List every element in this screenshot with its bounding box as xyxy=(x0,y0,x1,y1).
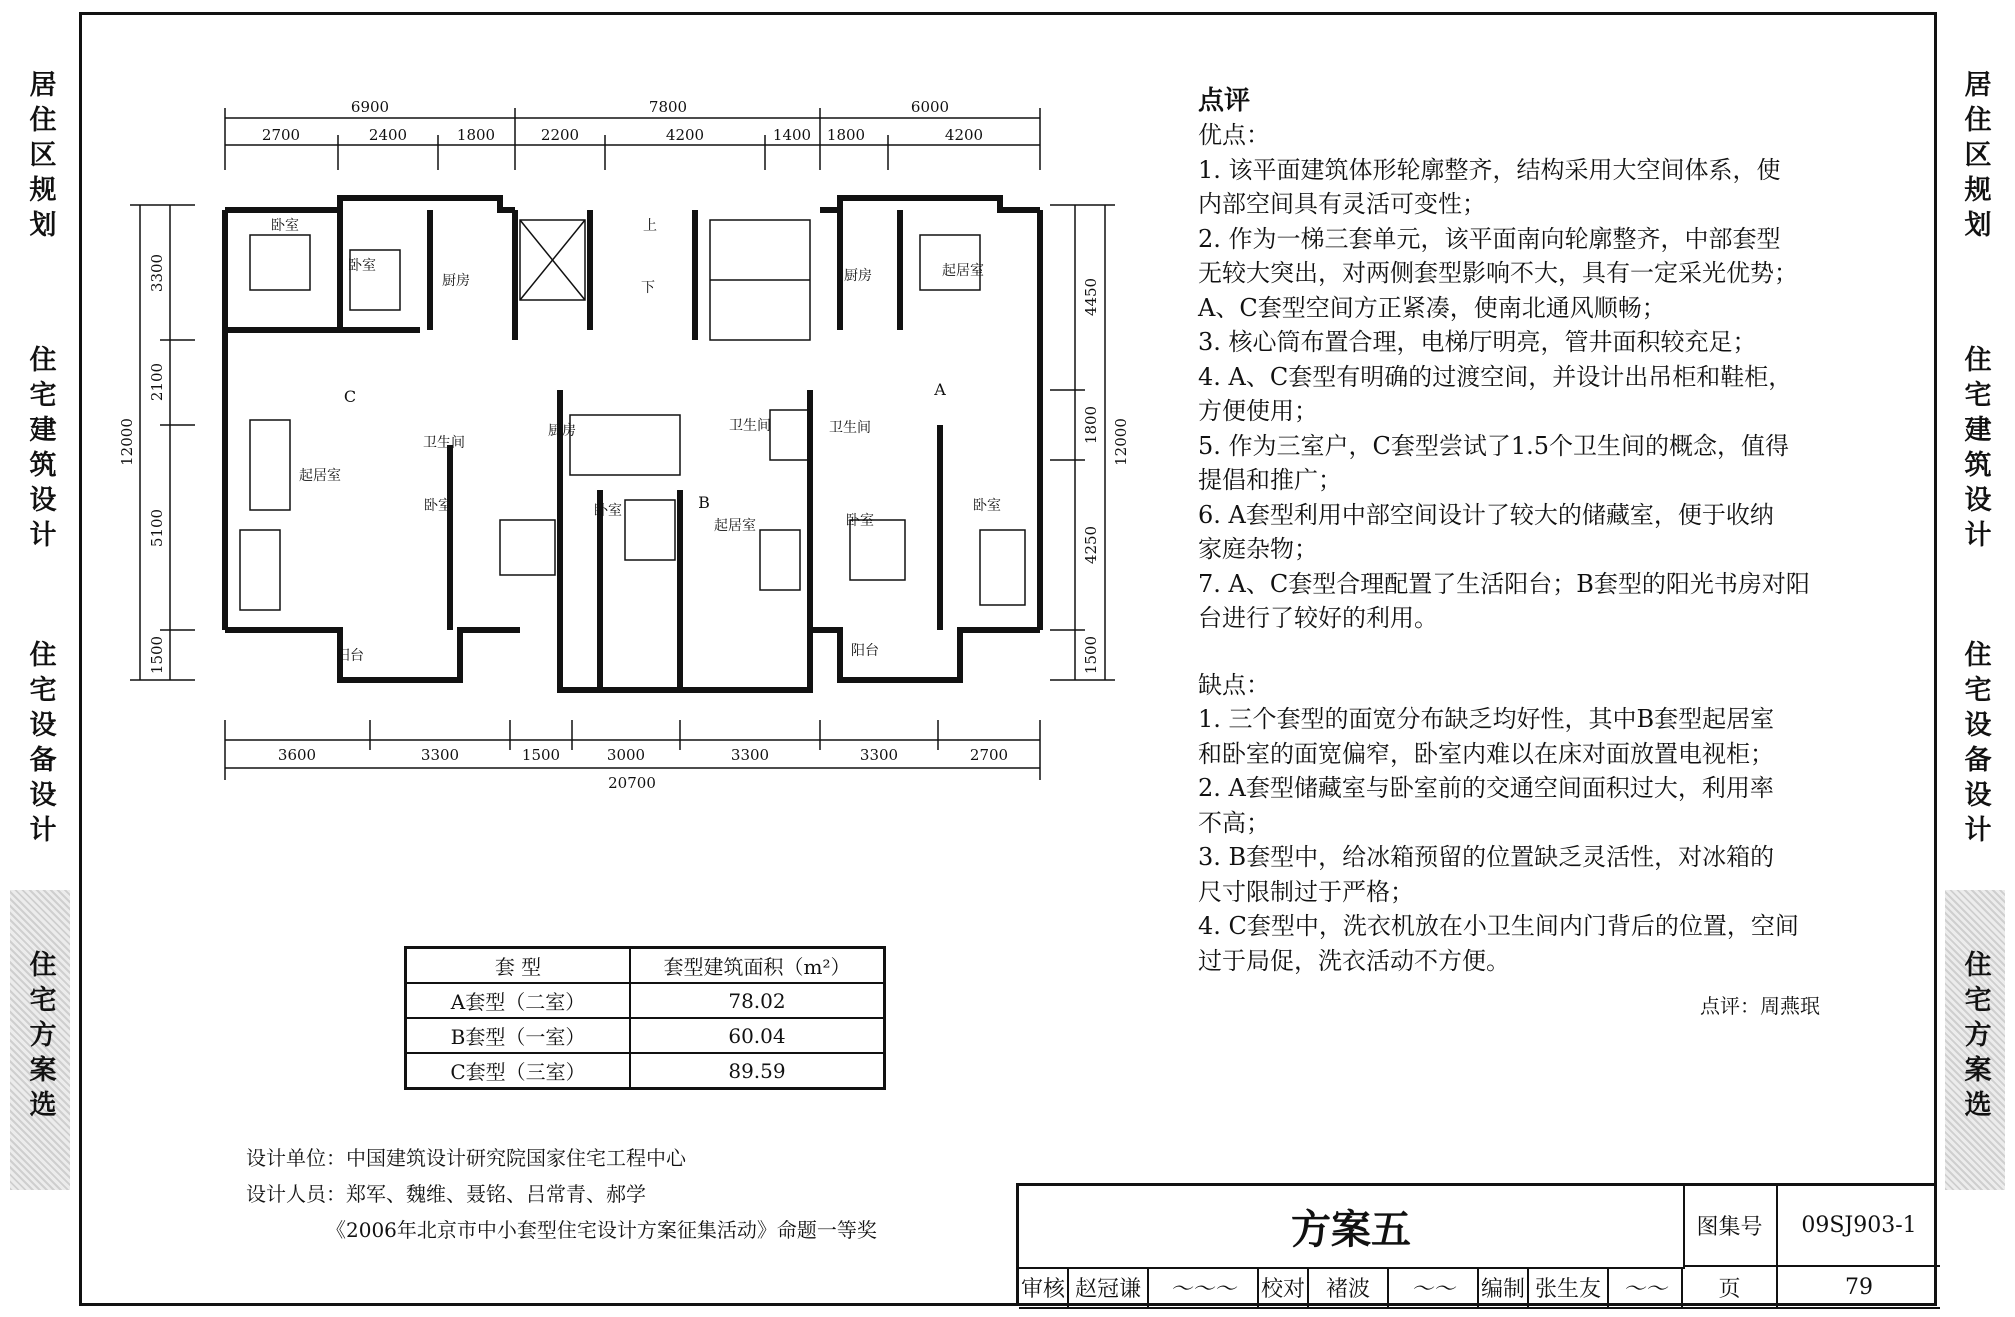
design-unit: 设计单位：中国建筑设计研究院国家住宅工程中心 xyxy=(246,1146,686,1170)
unit-label-c: C xyxy=(343,387,357,406)
pros-line: 方便使用； xyxy=(1198,397,1318,425)
pros-line: 6. A套型利用中部空间设计了较大的储藏室，便于收纳 xyxy=(1198,500,1774,529)
dim-top-8: 4200 xyxy=(944,126,984,144)
pros-line: 1. 该平面建筑体形轮廓整齐，结构采用大空间体系，使 xyxy=(1198,155,1781,184)
drawer-signature: 〜〜 xyxy=(1609,1267,1683,1309)
cons-line: 2. A套型储藏室与卧室前的交通空间面积过大，利用率 xyxy=(1198,774,1774,802)
room-label-balcony-a: 阳台 xyxy=(851,643,879,659)
room-label-bath-c: 卫生间 xyxy=(423,435,465,451)
design-people: 设计人员：郑军、魏维、聂铭、吕常青、郝学 xyxy=(246,1182,646,1206)
draw-label: 编制 xyxy=(1479,1267,1529,1309)
dim-bottom-5: 3300 xyxy=(730,746,770,764)
table-header-row xyxy=(406,948,885,984)
side-tab-right-scheme: 住宅方案选 xyxy=(1945,890,2005,1190)
dim-top-1: 2700 xyxy=(261,126,301,144)
pros-line: 无较大突出，对两侧套型影响不大，具有一定采光优势； xyxy=(1198,259,1798,287)
pros-line: 提倡和推广； xyxy=(1198,466,1342,494)
room-label-bedroom-c1: 卧室 xyxy=(271,218,299,234)
reviewer-signature: 〜〜〜 xyxy=(1149,1267,1259,1309)
side-tab-left-equipment: 住宅设备设计 xyxy=(24,640,56,850)
reviewer-name: 赵冠谦 xyxy=(1069,1267,1149,1309)
dim-right-3: 4250 xyxy=(1082,525,1100,565)
room-label-kitchen-c: 厨房 xyxy=(442,273,470,289)
area-table xyxy=(404,946,886,1090)
side-tab-left-scheme: 住宅方案选 xyxy=(10,890,70,1190)
room-label-bedroom-c3: 卧室 xyxy=(424,498,452,514)
unit-label-b: B xyxy=(698,493,710,512)
cell-type: A套型（二室） xyxy=(406,983,631,1018)
header-type: 套 型 xyxy=(406,948,631,984)
room-label-living-a: 起居室 xyxy=(942,263,984,279)
pros-label: 优点： xyxy=(1198,121,1270,149)
dim-right-4: 1500 xyxy=(1082,635,1100,675)
checker-signature: 〜〜 xyxy=(1389,1267,1479,1309)
header-area: 套型建筑面积（m²） xyxy=(630,948,885,984)
cons-line: 不高； xyxy=(1198,808,1270,837)
dim-left-4: 1500 xyxy=(148,635,166,675)
comment-reviewer: 点评：周燕珉 xyxy=(1700,994,1820,1018)
dim-bottom-4: 3000 xyxy=(606,746,646,764)
pros-line: 台进行了较好的利用。 xyxy=(1198,604,1438,632)
cell-area: 60.04 xyxy=(630,1018,885,1053)
pros-line: 家庭杂物； xyxy=(1198,535,1318,563)
cons-line: 3. B套型中，给冰箱预留的位置缺乏灵活性，对冰箱的 xyxy=(1198,843,1775,871)
page-number: 79 xyxy=(1778,1267,1940,1309)
atlas-number: 09SJ903-1 xyxy=(1778,1186,1940,1267)
dim-top-total-1: 6900 xyxy=(350,98,390,116)
drawer-name: 张生友 xyxy=(1529,1267,1609,1309)
side-tab-right-building: 住宅建筑设计 xyxy=(1959,345,1991,555)
table-row xyxy=(406,1053,885,1089)
dim-right-2: 1800 xyxy=(1082,405,1100,445)
side-tab-right-equipment: 住宅设备设计 xyxy=(1959,640,1991,850)
dim-bottom-7: 2700 xyxy=(969,746,1009,764)
pros-line: 7. A、C套型合理配置了生活阳台；B套型的阳光书房对阳 xyxy=(1198,569,1810,598)
dim-top-6: 1400 xyxy=(772,126,812,144)
dim-bottom-3: 1500 xyxy=(521,746,561,764)
atlas-label: 图集号 xyxy=(1683,1186,1778,1267)
dim-right-total: 12000 xyxy=(1112,418,1130,466)
cell-area: 78.02 xyxy=(630,983,885,1018)
cons-line: 尺寸限制过于严格； xyxy=(1198,877,1414,906)
room-label-bedroom-a1: 卧室 xyxy=(846,513,874,529)
table-row xyxy=(406,1018,885,1053)
side-tab-right-planning: 居住区规划 xyxy=(1959,70,1991,245)
stair-up-label: 上 xyxy=(643,218,657,234)
dim-top-4: 2200 xyxy=(540,126,580,144)
unit-label-a: A xyxy=(934,380,946,399)
dim-top-2: 2400 xyxy=(368,126,408,144)
pros-line: 4. A、C套型有明确的过渡空间，并设计出吊柜和鞋柜， xyxy=(1198,362,1793,391)
credits xyxy=(246,1140,877,1248)
dim-right-1: 4450 xyxy=(1082,277,1100,317)
room-label-bedroom-b: 卧室 xyxy=(594,503,622,519)
cons-line: 4. C套型中，洗衣机放在小卫生间内门背后的位置，空间 xyxy=(1198,912,1799,940)
pros-line: 内部空间具有灵活可变性； xyxy=(1198,190,1486,218)
room-label-living-b: 起居室 xyxy=(714,518,756,534)
title-block xyxy=(1016,1183,1937,1306)
pros-line: 3. 核心筒布置合理，电梯厅明亮，管井面积较充足； xyxy=(1198,328,1757,356)
dim-left-2: 2100 xyxy=(148,362,166,402)
pros-line: 2. 作为一梯三套单元，该平面南向轮廓整齐，中部套型 xyxy=(1198,224,1781,253)
checker-name: 褚波 xyxy=(1309,1267,1389,1309)
dim-bottom-total: 20700 xyxy=(608,774,656,792)
dim-top-7: 1800 xyxy=(826,126,866,144)
side-tab-left-planning: 居住区规划 xyxy=(24,70,56,245)
room-label-bedroom-a2: 卧室 xyxy=(973,498,1001,514)
dim-left-3: 5100 xyxy=(148,508,166,548)
room-label-kitchen-b: 厨房 xyxy=(548,423,576,439)
room-label-living-c: 起居室 xyxy=(299,468,341,484)
room-label-bath-a: 卫生间 xyxy=(829,420,871,436)
cell-type: B套型（一室） xyxy=(406,1018,631,1053)
dim-left-total: 12000 xyxy=(118,418,136,466)
stair-down-label: 下 xyxy=(641,280,655,296)
dim-top-total-3: 6000 xyxy=(910,98,950,116)
dim-bottom-1: 3600 xyxy=(277,746,317,764)
dim-top-total-2: 7800 xyxy=(648,98,688,116)
cons-line: 和卧室的面宽偏窄，卧室内难以在床对面放置电视柜； xyxy=(1198,739,1774,768)
floor-plan xyxy=(120,90,1160,810)
review-comment xyxy=(1198,84,1883,978)
pros-line: 5. 作为三室户，C套型尝试了1.5个卫生间的概念，值得 xyxy=(1198,431,1790,460)
room-label-bedroom-c2: 卧室 xyxy=(348,258,376,274)
dim-left-1: 3300 xyxy=(148,253,166,293)
award: 《2006年北京市中小套型住宅设计方案征集活动》命题一等奖 xyxy=(326,1218,877,1242)
review-label: 审核 xyxy=(1019,1267,1069,1309)
dim-top-5: 4200 xyxy=(665,126,705,144)
dim-bottom-6: 3300 xyxy=(859,746,899,764)
scheme-title: 方案五 xyxy=(1019,1186,1685,1269)
table-row xyxy=(406,983,885,1018)
cons-line: 过于局促，洗衣活动不方便。 xyxy=(1198,946,1510,975)
cell-area: 89.59 xyxy=(630,1053,885,1089)
side-tab-left-building: 住宅建筑设计 xyxy=(24,345,56,555)
page-label: 页 xyxy=(1683,1267,1778,1309)
cons-line: 1. 三个套型的面宽分布缺乏均好性，其中B套型起居室 xyxy=(1198,705,1775,733)
cell-type: C套型（三室） xyxy=(406,1053,631,1089)
room-label-balcony-c: 阳台 xyxy=(336,648,364,664)
room-label-bath-b: 卫生间 xyxy=(729,418,771,434)
dim-bottom-2: 3300 xyxy=(420,746,460,764)
check-label: 校对 xyxy=(1259,1267,1309,1309)
room-label-kitchen-a: 厨房 xyxy=(844,268,872,284)
comment-title: 点评 xyxy=(1198,86,1251,116)
cons-label: 缺点： xyxy=(1198,670,1270,699)
dim-top-3: 1800 xyxy=(456,126,496,144)
pros-line: A、C套型空间方正紧凑，使南北通风顺畅； xyxy=(1198,293,1666,322)
